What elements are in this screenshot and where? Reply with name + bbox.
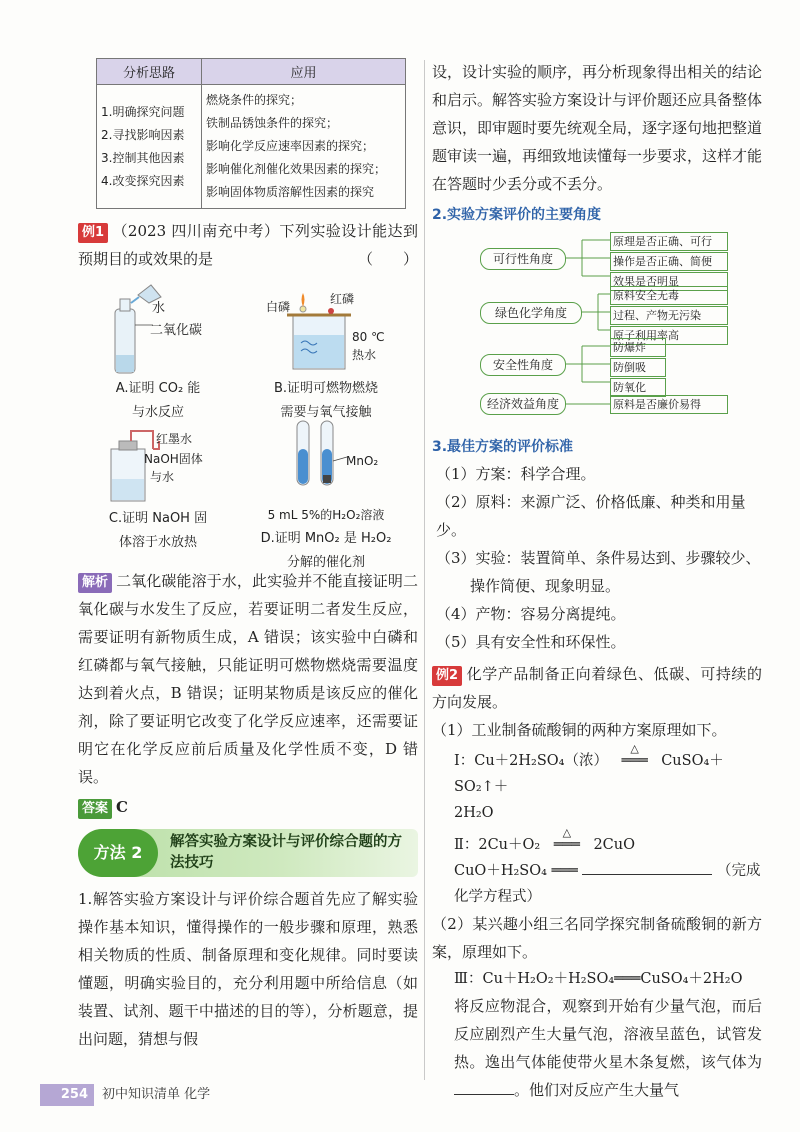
green-point: 原料安全无毒: [610, 286, 728, 305]
equation-3: CuO＋H₂SO₄ ═══ （完成: [432, 858, 762, 884]
label-red-ink: 红墨水: [156, 432, 193, 446]
angle-economic: 经济效益角度: [480, 393, 566, 415]
angle-green: 绿色化学角度: [480, 302, 582, 324]
section-3-title: 3.最佳方案的评价标准: [432, 439, 574, 455]
label-naoh-solid: NaOH固体: [144, 452, 203, 466]
thinking-item: 3.控制其他因素: [101, 150, 185, 165]
green-points: [610, 286, 728, 345]
table-header-application: 应用: [202, 59, 406, 85]
method2-paragraph: 1.解答实验方案设计与评价综合题首先应了解实验操作基本知识，懂得操作的一般步骤和原理，熟悉相关物质的性质、制备原理和变化规律。同时要读懂题，明确实验目的，充分利用题中所给信息（如装置、试剂、题干中描述的目的等），分析题意，提出问题，猜想与假: [78, 890, 418, 1048]
gas-answer-blank[interactable]: [454, 1079, 514, 1095]
safety-points: [610, 338, 666, 397]
page-number: 254: [40, 1084, 94, 1106]
section-2-title: 2.实验方案评价的主要角度: [432, 207, 602, 223]
left-column: [78, 58, 418, 1053]
thinking-item: 1.明确探究问题: [101, 104, 185, 119]
green-point: 过程、产物无污染: [610, 306, 728, 325]
column-divider: [424, 60, 425, 1080]
feasibility-points: [610, 232, 728, 291]
example2-question: [432, 660, 762, 716]
equation-1-cont: 2H₂O: [454, 805, 494, 821]
criteria-list: [432, 460, 762, 656]
label-co2: 二氧化碳: [150, 323, 203, 338]
example2-text: 化学产品制备正向着绿色、低碳、可持续的方向发展。: [432, 665, 762, 711]
equation-1: [432, 742, 762, 800]
label-temperature: 80 ℃: [352, 330, 385, 344]
caption-c2: 体溶于水放热: [118, 535, 197, 550]
analysis-table: [96, 58, 406, 209]
heating-condition: △ ═══: [545, 832, 589, 858]
application-item: 影响固体物质溶解性因素的探究: [206, 185, 375, 199]
option-a: [78, 277, 238, 425]
option-d: [246, 413, 406, 575]
safety-point: 防氧化: [610, 378, 666, 397]
label-hot-water: 热水: [352, 348, 377, 362]
caption-b1: B.证明可燃物燃烧: [273, 381, 379, 396]
criteria-item: （1）方案：科学合理。: [436, 465, 596, 483]
angle-safety: 安全性角度: [480, 354, 566, 376]
example1-text: （2023 四川南充中考）下列实验设计能达到预期目的或效果的是: [78, 222, 418, 268]
equation-4: Ⅲ：Cu＋H₂O₂＋H₂SO₄═══CuSO₄＋2H₂O: [454, 971, 743, 987]
label-with-water: 与水: [150, 470, 175, 484]
method2-title: 解答实验方案设计与评价综合题的方法技巧: [170, 834, 402, 871]
analysis-tag: 解析: [78, 573, 112, 593]
example2-tag: 例2: [432, 666, 462, 686]
equation-2-right: 2CuO: [593, 837, 635, 853]
table-thinking-cell: [97, 85, 202, 209]
method2-badge: 方法 2: [78, 829, 158, 877]
delta-symbol: △: [562, 826, 572, 839]
equation-1-right: CuSO₄＋SO₂↑＋: [454, 753, 724, 795]
analysis-text: 二氧化碳能溶于水，此实验并不能直接证明二氧化碳与水发生了反应，若要证明二者发生反应，需要证明有新物质生成，A 错误；该实验中白磷和红磷都与氧气接触，只能证明可燃物燃烧需要温度达到着火点，B 错误；证明某物质是该反应的催化剂，除了要证明它改变了化学反应速率，还需要证明它在化学反应前后质量及化学性质不变，D 错误。: [78, 572, 418, 786]
thinking-item: 2.寻找影响因素: [101, 127, 185, 142]
answer-bracket: （ ）: [357, 250, 418, 268]
angle-feasibility: 可行性角度: [480, 248, 566, 270]
table-header-thinking: 分析思路: [97, 59, 202, 85]
book-title: 初中知识清单 化学: [102, 1087, 211, 1102]
criteria-item: （4）产物：容易分离提纯。: [436, 605, 626, 623]
option-c: [78, 427, 238, 555]
green-point: 原子利用率高: [610, 326, 728, 345]
safety-point: 防爆炸: [610, 338, 666, 357]
label-h2o2-solution: 5 mL 5%的H₂O₂溶液: [267, 508, 385, 522]
answer-blank[interactable]: [582, 859, 712, 875]
q2-description: 将反应物混合，观察到开始有少量气泡，而后反应剧烈产生大量气泡，溶液呈蓝色，试管发热。逸出气体能使带火星木条复燃，该气体为: [454, 997, 762, 1071]
answer-value: C: [116, 798, 128, 816]
label-white-phosphorus: 白磷: [266, 300, 291, 314]
caption-d2: 分解的催化剂: [286, 555, 365, 570]
criteria-item: （2）原料：来源广泛、价格低廉、种类和用量少。: [436, 493, 746, 539]
criteria-item: （3）实验：装置简单、条件易达到、步骤较少、: [436, 549, 761, 567]
criteria-item: 操作简便、现象明显。: [470, 577, 621, 595]
safety-point: 防倒吸: [610, 358, 666, 377]
thinking-item: 4.改变探究因素: [101, 173, 185, 188]
answer-line: [78, 793, 418, 821]
caption-c1: C.证明 NaOH 固: [108, 511, 208, 526]
test-tubes-illustration: [251, 413, 401, 503]
feasibility-point: 原理是否正确、可行: [610, 232, 728, 251]
label-water: 水: [152, 301, 166, 316]
equation-3-left: CuO＋H₂SO₄: [454, 863, 547, 879]
experiment-options: [78, 277, 418, 570]
application-item: 铁制品锈蚀条件的探究；: [206, 116, 339, 130]
caption-b2: 需要与氧气接触: [280, 405, 372, 420]
delta-symbol: △: [630, 742, 639, 755]
application-item: 影响催化剂催化效果因素的探究；: [206, 162, 387, 176]
equation-2: [432, 826, 762, 858]
example2-q2-text: [432, 992, 762, 1104]
equation-1-left: Ⅰ：Cu＋2H₂SO₄（浓）: [454, 753, 608, 769]
feasibility-point: 效果是否明显: [610, 272, 728, 291]
example1-tag: 例1: [78, 223, 108, 243]
criteria-item: （5）具有安全性和环保性。: [436, 633, 626, 651]
caption-a1: A.证明 CO₂ 能: [115, 381, 201, 396]
table-application-cell: [202, 85, 406, 209]
example2-q2: （2）某兴趣小组三名同学探究制备硫酸铜的新方案，原理如下。: [432, 915, 762, 961]
economic-point: 原料是否廉价易得: [610, 395, 728, 414]
method2-paragraph-continued: 设，设计实验的顺序，再分析现象得出相关的结论和启示。解答实验方案设计与评价题还应具备整体意识，即审题时要先统观全局，逐字逐句地把整道题审读一遍，再细致地读懂每一步要求，这样才能在答题时少丢分或不丢分。: [432, 63, 763, 193]
right-column: [432, 58, 762, 1104]
example1-question: [78, 217, 418, 273]
q2-continuation: 。他们对反应产生大量气: [514, 1081, 680, 1099]
analysis-paragraph: [78, 567, 418, 791]
evaluation-diagram: [432, 230, 762, 430]
heating-condition: △ ═══: [613, 748, 657, 774]
option-b: [246, 277, 406, 425]
equation-3-cont: 化学方程式）: [454, 889, 541, 905]
caption-d1: D.证明 MnO₂ 是 H₂O₂: [260, 531, 392, 546]
method2-banner: [78, 829, 418, 877]
example2-q1: （1）工业制备硫酸铜的两种方案原理如下。: [432, 721, 727, 739]
caption-a2: 与水反应: [131, 405, 184, 420]
label-red-phosphorus: 红磷: [330, 292, 355, 306]
equation-3-hint: （完成: [716, 863, 761, 879]
application-item: 燃烧条件的探究；: [206, 93, 303, 107]
feasibility-point: 操作是否正确、简便: [610, 252, 728, 271]
equation-2-left: Ⅱ：2Cu＋O₂: [454, 837, 541, 853]
economic-points: [610, 395, 728, 414]
label-mno2: MnO₂: [346, 454, 379, 468]
application-item: 影响化学反应速率因素的探究；: [206, 139, 375, 153]
answer-tag: 答案: [78, 799, 112, 819]
page-footer: [40, 1084, 340, 1108]
